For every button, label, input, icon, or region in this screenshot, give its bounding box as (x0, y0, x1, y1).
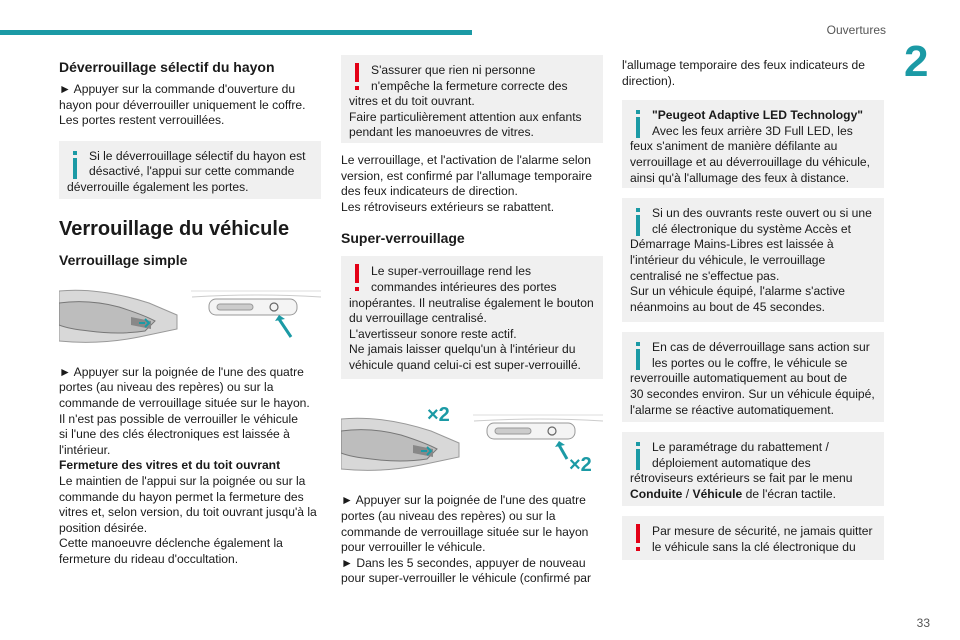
text-line: S'assurer que rien ni personne (371, 63, 536, 77)
text-line: pour super-verrouiller le véhicule (confirmé par (341, 571, 592, 586)
column-1 (59, 55, 321, 568)
text-line: l'intérieur du véhicule, le verrouillage (630, 252, 826, 267)
column-2 (341, 55, 603, 587)
text-line: commandes intérieures des portes (371, 279, 557, 294)
subheading-fermeture: Fermeture des vitres et du toit ouvrant (59, 458, 281, 473)
info-icon (631, 442, 645, 470)
text-line: L'avertisseur sonore reste actif. (349, 326, 517, 341)
info-box-led (622, 100, 884, 188)
text-line: ► Appuyer sur la poignée de l'une des quatre (341, 493, 586, 508)
text-line: si l'une des clés électroniques est laissée à (59, 427, 290, 442)
text-line: commande de verrouillage située sur le hayon. (59, 395, 310, 410)
text-line: pour verrouiller le véhicule. (341, 540, 486, 555)
text-line: feux s'animent de manière défilante au (630, 139, 838, 154)
info-title-led: "Peugeot Adaptive LED Technology" (652, 108, 864, 123)
text-line: véhicule quand celui-ci est super-verrouillé. (349, 357, 581, 372)
text-line: verrouillage et au déverrouillage du véhicule, (630, 154, 871, 169)
text-line: commande du hayon permet la fermeture des (59, 489, 304, 504)
text-line: Le paramétrage du rabattement / (652, 440, 829, 455)
text-line: reverrouille automatiquement au bout de (630, 371, 848, 386)
column-3 (622, 55, 884, 560)
text-line: version, est confirmé par l'allumage temporaire (341, 168, 593, 183)
text-line: fermeture du rideau d'occultation. (59, 551, 239, 566)
text-line: ► Dans les 5 secondes, appuyer de nouveau (341, 555, 586, 570)
info-icon (631, 110, 645, 138)
text-line: portes (au niveau des repères) ou sur la (59, 380, 274, 395)
text-line: déploiement automatique des (652, 455, 811, 470)
text-line: centralisé ne s'effectue pas. (630, 268, 780, 283)
x2-label-handle: ×2 (427, 404, 450, 427)
text-line: portes (au niveau des repères) ou sur la (341, 508, 556, 523)
x2-label-tailgate: ×2 (569, 454, 592, 474)
text-line: rétroviseurs extérieurs se fait par le menu (630, 471, 853, 486)
text-line: du verrouillage centralisé. (349, 311, 487, 326)
text-line: hayon pour déverrouiller uniquement le coffre. (59, 97, 306, 112)
text-line: vitres et du toit ouvrant. (349, 94, 475, 109)
menu-conduite: Conduite (630, 486, 683, 501)
text-line: les portes ou le coffre, le véhicule se (652, 355, 848, 370)
info-box-ouvrant (622, 198, 884, 322)
super-lock-illustration (341, 401, 603, 473)
text-line: Il n'est pas possible de verrouiller le véhicule (59, 411, 298, 426)
info-icon (631, 208, 645, 236)
text-line: Cette manoeuvre déclenche également la (59, 536, 283, 551)
info-icon (68, 151, 82, 179)
text-line: n'empêche la fermeture correcte des (371, 78, 568, 93)
text-line: désactivé, l'appui sur cette commande (89, 164, 295, 179)
warning-box-vitres (341, 55, 603, 143)
warning-box-super (341, 256, 603, 379)
warning-icon (350, 63, 364, 91)
warning-box-securite (622, 516, 884, 560)
menu-vehicule: Véhicule (692, 486, 743, 501)
text-line: Les rétroviseurs extérieurs se rabattent. (341, 199, 555, 214)
info-icon (631, 342, 645, 370)
text-line: Le maintien de l'appui sur la poignée ou sur la (59, 473, 306, 488)
text-line: l'allumage temporaire des feux indicateurs de (622, 58, 865, 72)
text-line: inopérantes. Il neutralise également le bouton (349, 295, 594, 310)
text-line: l'alarme se réactive automatiquement. (630, 402, 834, 417)
text-line: des feux indicateurs de direction. (341, 184, 518, 199)
text-line: l'intérieur. (59, 442, 111, 457)
door-handle-illustration (59, 285, 321, 345)
text-line: position désirée. (59, 520, 148, 535)
info-box-deverrouillage (622, 332, 884, 422)
heading-selectif: Déverrouillage sélectif du hayon (59, 59, 275, 75)
text-line: 30 secondes environ. Sur un véhicule équipé, (630, 386, 875, 401)
warning-icon (631, 524, 645, 552)
text-line: clé électronique du système Accès et (652, 221, 851, 236)
text-line: Si un des ouvrants reste ouvert ou si une (652, 206, 872, 221)
text-line: ► Appuyer sur la poignée de l'une des quatre (59, 364, 304, 379)
text-line: déverrouille également les portes. (67, 179, 249, 194)
text-line: direction). (622, 73, 676, 88)
text-line: ► Appuyer sur la commande d'ouverture du (59, 82, 296, 96)
heading-simple: Verrouillage simple (59, 251, 188, 268)
heading-super: Super-verrouillage (341, 230, 465, 247)
text-line: En cas de déverrouillage sans action sur (652, 340, 870, 355)
text-line: Démarrage Mains-Libres est laissée à (630, 237, 834, 252)
text-line: Ne jamais laisser quelqu'un à l'intérieur du (349, 342, 576, 357)
text-line: le véhicule sans la clé électronique du (652, 539, 856, 554)
text-line: Le verrouillage, et l'activation de l'alarme selon (341, 153, 591, 167)
warning-icon (350, 264, 364, 292)
text-line: Le super-verrouillage rend les (371, 264, 531, 279)
text-line: Par mesure de sécurité, ne jamais quitter (652, 524, 873, 539)
page-number: 33 (916, 616, 930, 630)
info-box-selectif (59, 141, 321, 199)
text-line: commande de verrouillage située sur le hayon (341, 524, 589, 539)
chapter-number: 2 (904, 37, 929, 86)
text-line: vitres et, selon version, du toit ouvrant jusqu'à la (59, 505, 317, 520)
text-line: ainsi qu'à l'allumage des feux à distance. (630, 170, 850, 185)
text-line: Faire particulièrement attention aux enfants (349, 109, 582, 124)
text-line: Sur un véhicule équipé, l'alarme s'active (630, 284, 846, 299)
heading-verrouillage: Verrouillage du véhicule (59, 217, 290, 240)
text-line: Les portes restent verrouillées. (59, 113, 225, 128)
info-box-parametrage: Le paramétrage du rabattement / déploiement automatique des rétroviseurs extérieurs se fait par le menu Conduite / Véhicule de l'écran tactile. (622, 432, 884, 506)
text-line: Si le déverrouillage sélectif du hayon est (89, 148, 306, 163)
text-line: pendant les manoeuvres de vitres. (349, 125, 534, 140)
text-line: Avec les feux arrière 3D Full LED, les (652, 123, 853, 138)
text-line: néanmoins au bout de 45 secondes. (630, 299, 825, 314)
header-accent-bar (0, 30, 472, 35)
section-title: Ouvertures (826, 23, 886, 37)
